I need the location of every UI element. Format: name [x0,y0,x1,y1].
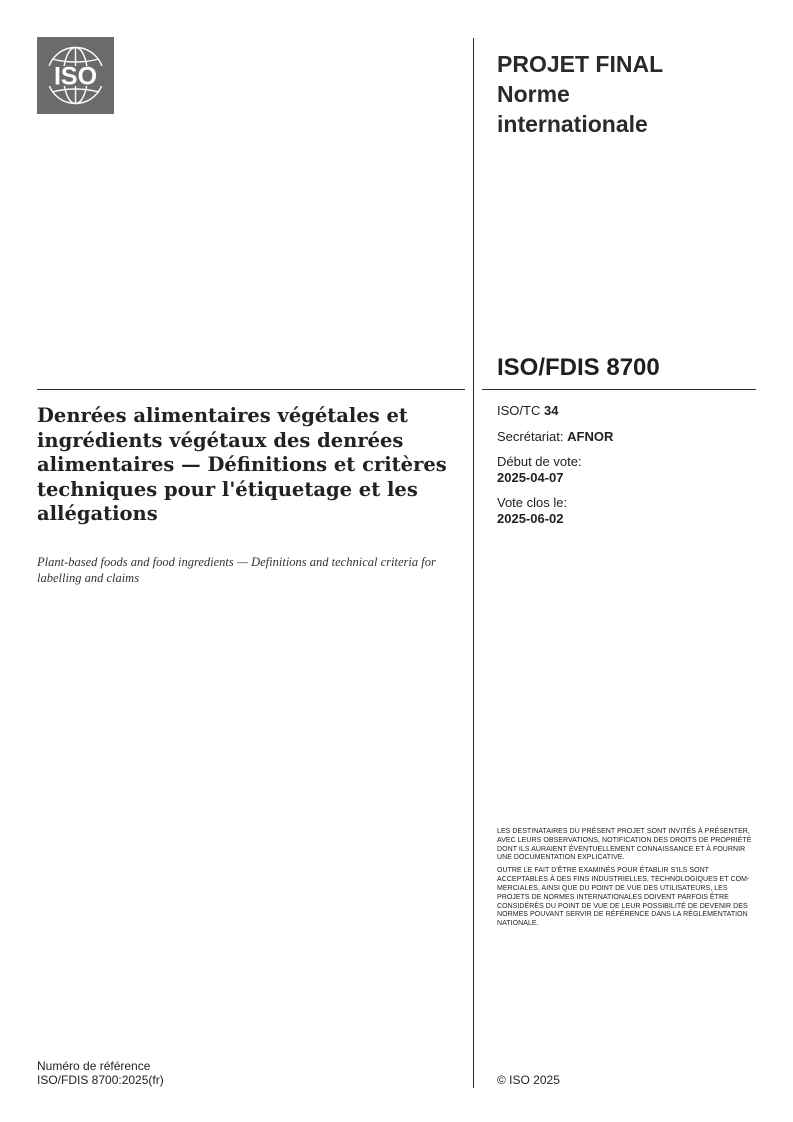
document-title-fr: Denrées alimentaires végétales et ingrédients végétaux des denrées alimentaires — Définitions et critères techniques pour l'étiquetage et les allégations [37,404,447,526]
notice-paragraph-2: OUTRE LE FAIT D'ÊTRE EXAMINÉS POUR ÉTABLIR S'ILS SONT ACCEPTABLES À DES FINS INDUSTRIELLES, TECHNOLOGIQUES ET COM-MERCIALES, AINSI QUE DU POINT DE VUE DES UTILISATEURS, LES PROJETS DE NORMES INTERNATIONALES DOIVENT PARFOIS ÊTRE CONSIDÉRÉS DU POINT DE VUE DE LEUR POSSIBILITÉ DE DEVENIR DES NORMES POUVANT SERVIR DE RÉFÉRENCE DANS LA RÉGLEMENTATION NATIONALE. [497,867,750,928]
status-label: PROJET FINAL [497,51,664,77]
horizontal-divider-left [37,389,465,390]
tc-label: ISO/TC [497,403,541,418]
document-status-block [497,50,757,140]
notice-paragraph-1: LES DESTINATAIRES DU PRÉSENT PROJET SONT INVITÉS À PRÉSENTER, AVEC LEURS OBSERVATIONS, NOTIFICATION DES DROITS DE PROPRIÉTÉ DONT ILS AURAIENT ÉVENTUELLEMENT CONNAISSANCE ET À FOURNIR UNE DOCUMENTATION EXPLICATIVE. [497,828,752,862]
technical-committee [497,403,757,419]
horizontal-divider-right [482,389,756,390]
doc-type-line1: Norme [497,80,570,107]
secretariat-value: AFNOR [567,428,614,444]
vote-start-label: Début de vote: [497,454,582,470]
vote-end-value: 2025-06-02 [497,510,564,526]
tc-value: 34 [543,403,559,418]
document-metadata [497,403,757,537]
vote-end-label: Vote clos le: [497,495,568,511]
document-number: ISO/FDIS 8700 [497,354,660,381]
logo-text: ISO [53,62,98,91]
reference-label: Numéro de référence [37,1059,151,1073]
legal-notice [497,828,759,933]
vote-end [497,495,757,526]
doc-type-line2: internationale [497,110,648,137]
secretariat-label: Secrétariat: [497,428,564,444]
vote-start-value: 2025-04-07 [497,469,564,485]
reference-value: ISO/FDIS 8700:2025(fr) [37,1073,164,1088]
vote-start [497,454,757,485]
secretariat [497,429,757,445]
iso-logo [37,37,114,114]
vertical-divider [473,38,474,1088]
globe-icon [37,37,114,114]
copyright: © ISO 2025 [497,1073,560,1087]
document-title-en: Plant-based foods and food ingredients — Definitions and technical criteria for labelling and claims [37,555,436,586]
reference-number [37,1059,164,1088]
